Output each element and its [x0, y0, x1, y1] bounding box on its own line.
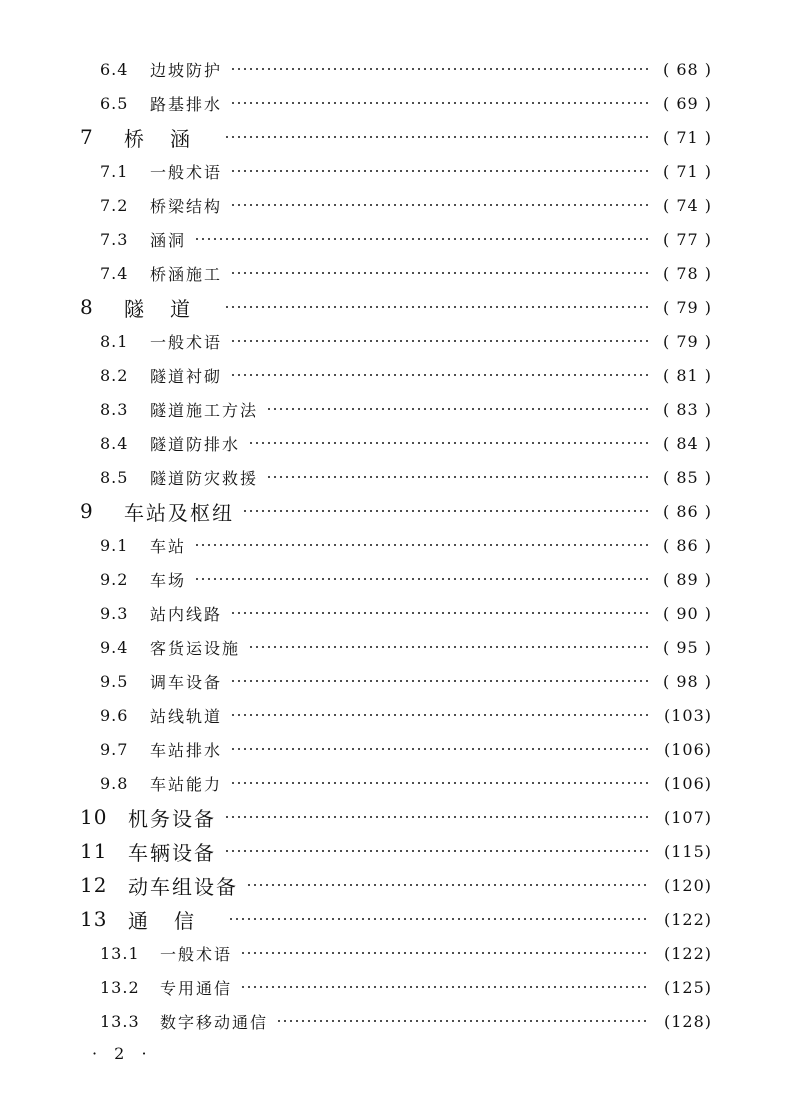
toc-entry-number: 8.1 — [100, 331, 129, 351]
toc-entry-page: ( 81 ) — [662, 365, 712, 385]
dot-leader — [246, 883, 648, 887]
toc-entry-number: 7.4 — [100, 263, 129, 283]
toc-entry-title: 涵洞 — [150, 230, 187, 250]
toc-entry-number: 8.3 — [100, 399, 129, 419]
toc-entry-number: 13.3 — [100, 1011, 140, 1031]
toc-entry-title: 隧道防排水 — [150, 434, 241, 454]
toc-entry-page: ( 77 ) — [662, 229, 712, 249]
toc-entry-number: 9 — [80, 499, 94, 523]
toc-entry-title: 调车设备 — [150, 672, 223, 692]
toc-entry-title: 专用通信 — [160, 978, 233, 998]
toc-entry-page: ( 79 ) — [662, 331, 712, 351]
toc-chapter-entry — [0, 868, 790, 902]
toc-entry-title: 车站 — [150, 536, 187, 556]
dot-leader — [230, 713, 648, 717]
toc-entry-title: 隧道 — [124, 296, 216, 321]
toc-entry-title: 桥涵 — [124, 126, 216, 151]
toc-chapter-entry — [0, 834, 790, 868]
toc-chapter-entry — [0, 120, 790, 154]
dot-leader — [266, 475, 648, 479]
toc-entry-number: 6.5 — [100, 93, 129, 113]
toc-entry-number: 13.2 — [100, 977, 140, 997]
toc-entry-title: 隧道防灾救援 — [150, 468, 259, 488]
toc-entry-page: (115) — [663, 841, 712, 861]
dot-leader — [224, 305, 648, 309]
dot-leader — [230, 373, 648, 377]
dot-leader — [248, 441, 648, 445]
toc-entry-page: ( 84 ) — [662, 433, 712, 453]
dot-leader — [194, 543, 648, 547]
toc-entry-title: 一般术语 — [160, 944, 233, 964]
dot-leader — [242, 509, 648, 513]
dot-leader — [224, 849, 648, 853]
toc-section-entry — [0, 630, 790, 664]
toc-entry-page: (106) — [663, 773, 712, 793]
toc-entry-number: 9.2 — [100, 569, 129, 589]
toc-section-entry — [0, 664, 790, 698]
toc-entry-title: 车站排水 — [150, 740, 223, 760]
toc-entry-page: (103) — [663, 705, 712, 725]
toc-section-entry — [0, 154, 790, 188]
toc-chapter-entry — [0, 902, 790, 936]
toc-entry-title: 机务设备 — [128, 806, 216, 831]
toc-entry-number: 7.2 — [100, 195, 129, 215]
toc-entry-page: ( 86 ) — [662, 501, 712, 521]
toc-entry-title: 一般术语 — [150, 332, 223, 352]
toc-chapter-entry — [0, 800, 790, 834]
toc-section-entry — [0, 52, 790, 86]
toc-entry-page: ( 89 ) — [662, 569, 712, 589]
toc-section-entry — [0, 222, 790, 256]
dot-leader — [240, 951, 648, 955]
toc-entry-title: 隧道施工方法 — [150, 400, 259, 420]
toc-entry-page: (128) — [663, 1011, 712, 1031]
dot-leader — [276, 1019, 648, 1023]
toc-entry-page: ( 79 ) — [662, 297, 712, 317]
toc-entry-title: 站内线路 — [150, 604, 223, 624]
dot-leader — [230, 169, 648, 173]
toc-entry-number: 7.3 — [100, 229, 129, 249]
toc-entry-number: 7.1 — [100, 161, 129, 181]
toc-entry-title: 桥涵施工 — [150, 264, 223, 284]
toc-entry-title: 动车组设备 — [128, 874, 238, 899]
toc-entry-number: 8.5 — [100, 467, 129, 487]
toc-section-entry — [0, 188, 790, 222]
toc-entry-page: ( 98 ) — [662, 671, 712, 691]
toc-entry-page: ( 90 ) — [662, 603, 712, 623]
toc-entry-page: (106) — [663, 739, 712, 759]
toc-section-entry — [0, 596, 790, 630]
dot-leader — [224, 135, 648, 139]
dot-leader — [230, 271, 648, 275]
toc-entry-title: 站线轨道 — [150, 706, 223, 726]
dot-leader — [230, 203, 648, 207]
toc-entry-page: ( 74 ) — [662, 195, 712, 215]
dot-leader — [230, 339, 648, 343]
toc-section-entry — [0, 732, 790, 766]
dot-leader — [230, 611, 648, 615]
dot-leader — [230, 101, 648, 105]
toc-entry-title: 路基排水 — [150, 94, 223, 114]
dot-leader — [194, 237, 648, 241]
toc-section-entry — [0, 766, 790, 800]
toc-entry-title: 桥梁结构 — [150, 196, 223, 216]
toc-entry-number: 9.7 — [100, 739, 129, 759]
toc-section-entry — [0, 460, 790, 494]
toc-entry-page: ( 86 ) — [662, 535, 712, 555]
dot-leader — [230, 679, 648, 683]
toc-entry-number: 8.4 — [100, 433, 129, 453]
toc-section-entry — [0, 426, 790, 460]
toc-entry-number: 8 — [80, 295, 94, 319]
dot-leader — [224, 815, 648, 819]
toc-entry-number: 9.3 — [100, 603, 129, 623]
toc-entry-number: 7 — [80, 125, 94, 149]
toc-entry-number: 13 — [80, 907, 108, 931]
toc-entry-title: 通信 — [128, 908, 220, 933]
toc-entry-number: 9.5 — [100, 671, 129, 691]
toc-entry-page: ( 78 ) — [662, 263, 712, 283]
toc-chapter-entry — [0, 494, 790, 528]
dot-leader — [228, 917, 648, 921]
toc-section-entry — [0, 528, 790, 562]
toc-entry-page: (107) — [663, 807, 712, 827]
toc-entry-number: 12 — [80, 873, 108, 897]
toc-entry-page: (122) — [663, 943, 712, 963]
toc-entry-number: 9.1 — [100, 535, 129, 555]
dot-leader — [230, 747, 648, 751]
toc-entry-number: 9.4 — [100, 637, 129, 657]
dot-leader — [266, 407, 648, 411]
toc-section-entry — [0, 256, 790, 290]
dot-leader — [230, 781, 648, 785]
toc-section-entry — [0, 358, 790, 392]
table-of-contents — [0, 52, 790, 1038]
toc-entry-number: 13.1 — [100, 943, 140, 963]
toc-entry-title: 隧道衬砌 — [150, 366, 223, 386]
toc-chapter-entry — [0, 290, 790, 324]
toc-section-entry — [0, 86, 790, 120]
toc-entry-page: (122) — [663, 909, 712, 929]
toc-entry-title: 数字移动通信 — [160, 1012, 269, 1032]
dot-leader — [194, 577, 648, 581]
toc-entry-number: 10 — [80, 805, 108, 829]
toc-section-entry — [0, 936, 790, 970]
toc-entry-number: 11 — [80, 839, 108, 863]
toc-section-entry — [0, 698, 790, 732]
dot-leader — [240, 985, 648, 989]
toc-entry-number: 9.6 — [100, 705, 129, 725]
toc-entry-title: 车站及枢纽 — [124, 500, 234, 525]
toc-entry-page: (120) — [663, 875, 712, 895]
page-number: · 2 · — [92, 1044, 153, 1063]
toc-entry-page: ( 68 ) — [662, 59, 712, 79]
toc-entry-title: 一般术语 — [150, 162, 223, 182]
dot-leader — [248, 645, 648, 649]
toc-entry-title: 边坡防护 — [150, 60, 223, 80]
toc-entry-number: 9.8 — [100, 773, 129, 793]
toc-entry-title: 车辆设备 — [128, 840, 216, 865]
toc-section-entry — [0, 562, 790, 596]
toc-entry-title: 客货运设施 — [150, 638, 241, 658]
toc-entry-number: 6.4 — [100, 59, 129, 79]
toc-entry-page: ( 83 ) — [662, 399, 712, 419]
toc-entry-page: ( 71 ) — [662, 127, 712, 147]
toc-entry-page: ( 69 ) — [662, 93, 712, 113]
toc-section-entry — [0, 1004, 790, 1038]
toc-entry-page: (125) — [663, 977, 712, 997]
toc-entry-page: ( 85 ) — [662, 467, 712, 487]
toc-section-entry — [0, 324, 790, 358]
dot-leader — [230, 67, 648, 71]
toc-entry-title: 车站能力 — [150, 774, 223, 794]
toc-section-entry — [0, 392, 790, 426]
toc-entry-number: 8.2 — [100, 365, 129, 385]
toc-entry-page: ( 95 ) — [662, 637, 712, 657]
toc-entry-page: ( 71 ) — [662, 161, 712, 181]
toc-entry-title: 车场 — [150, 570, 187, 590]
toc-section-entry — [0, 970, 790, 1004]
